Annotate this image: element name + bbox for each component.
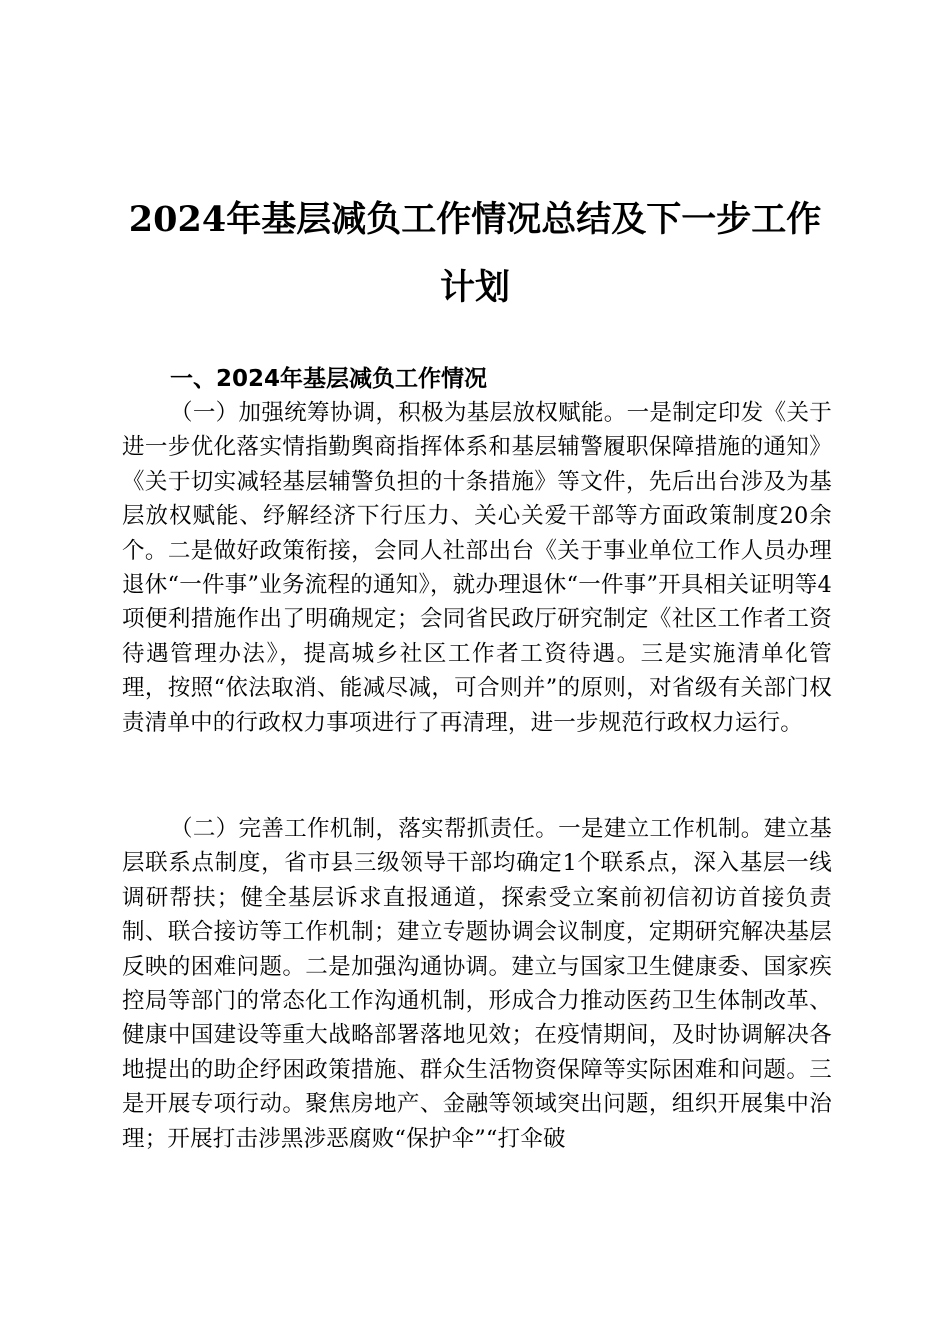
document-title-line-2: 计划: [439, 267, 510, 308]
document-title-line-1: 2024年基层减负工作情况总结及下一步工作: [128, 199, 822, 240]
paragraph-2-lead: （二）完善工作机制，落实帮抓责任。: [170, 816, 559, 842]
paragraph-2-text: 一是建立工作机制。建立基层联系点制度，省市县三级领导干部均确定1个联系点，深入基层一线调研帮扶；健全基层诉求直报通道，探索受立案前初信初访首接负责制、联合接访等工作机制；建立专题协调会议制度，定期研究解决基层反映的困难问题。二是加强沟通协调。建立与国家卫生健康委、国家疾控局等部门的常态化工作沟通机制，形成合力推动医药卫生体制改革、健康中国建设等重大战略部署落地见效；在疫情期间，及时协调解决各地提出的助企纾困政策措施、群众生活物资保障等实际困难和问题。三是开展专项行动。聚焦房地产、金融等领域突出问题，组织开展集中治理；开展打击涉黑涉恶腐败“保护伞”“打伞破: [122, 816, 832, 1152]
section-heading: 一、2024年基层减负工作情况: [170, 366, 488, 392]
paragraph-1: [122, 396, 832, 740]
paragraph-1-text: 一是制定印发《关于进一步优化落实情指勤舆商指挥体系和基层辅警履职保障措施的通知》《关于切实减轻基层辅警负担的十条措施》等文件，先后出台涉及为基层放权赋能、纾解经济下行压力、关心关爱干部等方面政策制度20余个。二是做好政策衔接，会同人社部出台《关于事业单位工作人员办理退休“一件事”业务流程的通知》，就办理退休“一件事”开具相关证明等4项便利措施作出了明确规定；会同省民政厅研究制定《社区工作者工资待遇管理办法》，提高城乡社区工作者工资待遇。三是实施清单化管理，按照“依法取消、能减尽减，可合则并”的原则，对省级有关部门权责清单中的行政权力事项进行了再清理，进一步规范行政权力运行。: [122, 400, 832, 736]
paragraph-1-lead: （一）加强统筹协调，积极为基层放权赋能。: [170, 400, 627, 426]
paragraph-2: [122, 812, 832, 1156]
